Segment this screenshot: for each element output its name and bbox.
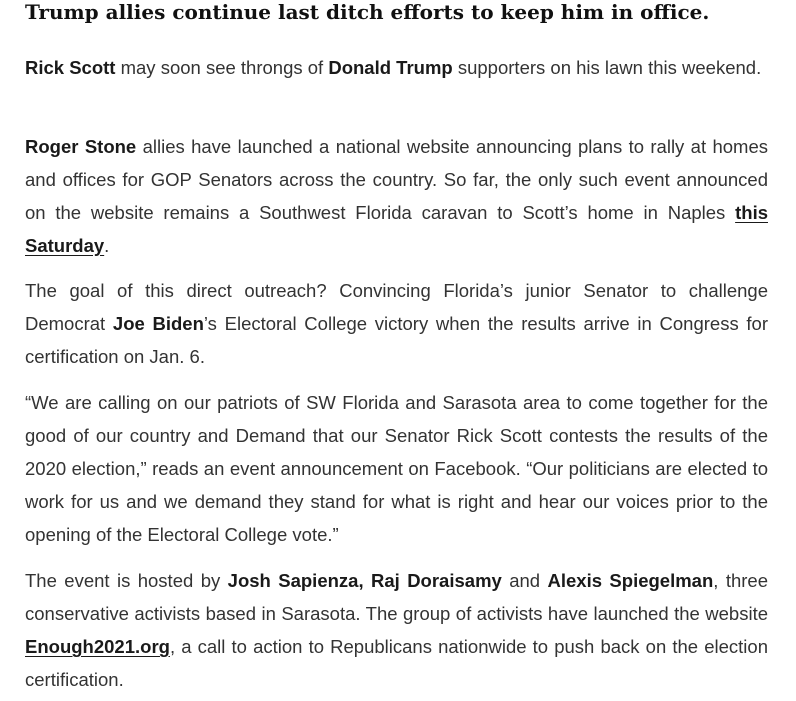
paragraph-text: The goal of this direct outreach? Convincing Florida’s junior Senator to challenge Democrat: [25, 280, 768, 334]
person-name-rick-scott: Rick Scott: [25, 57, 116, 78]
paragraph-text: “We are calling on our patriots of SW Florida and Sarasota area to come together for the good of our country and Demand that our Senator Rick Scott contests the results of the 2020 election,” reads an event announcement on Facebook. “Our politicians are elected to work for us and we demand they stand for what is right and hear our voices prior to the opening of the Electoral College vote.”: [25, 392, 768, 545]
paragraph-text: and: [501, 570, 548, 591]
person-name-roger-stone: Roger Stone: [25, 136, 137, 157]
paragraph-text: allies have launched a national website announcing plans to rally at homes and offices for GOP Senators across the country. So far, the only such event announced on the website remains a Southwest Florida caravan to Scott’s home in Naples: [25, 136, 768, 223]
person-name-alexis-spiegelman: Alexis Spiegelman: [547, 570, 714, 591]
paragraph-text: may soon see throngs of: [115, 57, 329, 78]
this-saturday-link[interactable]: this Saturday: [25, 202, 768, 256]
paragraph-text: ’s Electoral College victory when the results arrive in Congress for certification on Jan. 6.: [25, 313, 768, 367]
article-subheading: Trump allies continue last ditch efforts to keep him in office.: [25, 0, 710, 24]
paragraph-text: supporters on his lawn this weekend.: [452, 57, 762, 78]
person-name-joe-biden: Joe Biden: [112, 313, 204, 334]
person-name-donald-trump: Donald Trump: [328, 57, 453, 78]
paragraph-text: .: [104, 235, 110, 256]
paragraph-1: [25, 51, 768, 84]
enough2021-link[interactable]: Enough2021.org: [25, 636, 170, 657]
host-names: Josh Sapienza, Raj Doraisamy: [227, 570, 502, 591]
paragraph-3: [25, 274, 768, 373]
paragraph-2: [25, 130, 768, 262]
paragraph-text: , a call to action to Republicans nationwide to push back on the election certification.: [25, 636, 768, 690]
paragraph-4-quote: [25, 386, 768, 551]
paragraph-5: [25, 564, 768, 696]
paragraph-text: , three conservative activists based in Sarasota. The group of activists have launched the website: [25, 570, 769, 624]
paragraph-text: The event is hosted by: [25, 570, 228, 591]
